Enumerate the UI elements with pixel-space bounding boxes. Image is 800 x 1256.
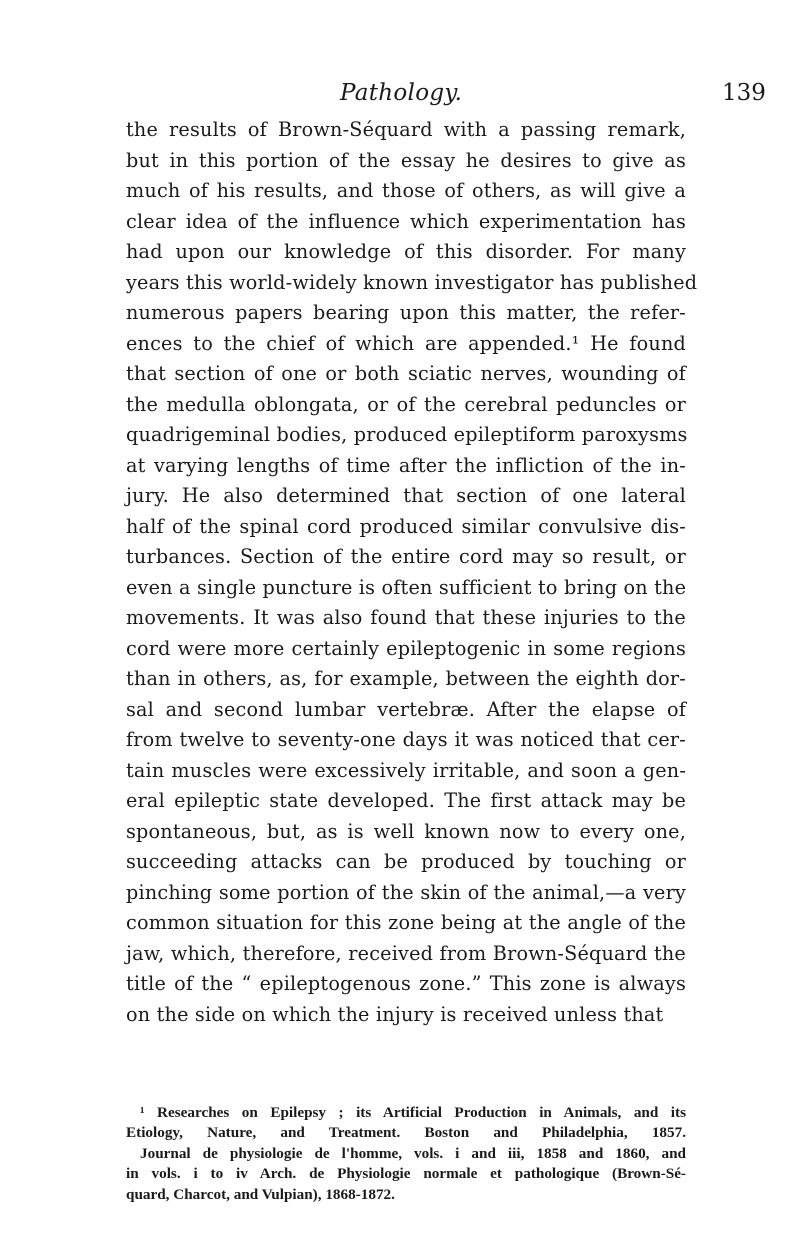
body-line: but in this portion of the essay he desires to give as	[126, 148, 686, 172]
footnote-line: in vols. i to iv Arch. de Physiologie normale et pathologique (Brown-Sé-	[126, 1165, 686, 1183]
body-line: jury. He also determined that section of one lateral	[126, 484, 686, 507]
footnote-line: ¹ Researches on Epilepsy ; its Artificial Production in Animals, and its	[140, 1104, 686, 1121]
body-line: sal and second lumbar vertebræ. After the elapse of	[126, 697, 686, 721]
body-line: tain muscles were excessively irritable, and soon a gen-	[126, 758, 686, 782]
body-line: on the side on which the injury is received unless that	[126, 1002, 664, 1026]
footnote-line: Etiology, Nature, and Treatment. Boston and Philadelphia, 1857.	[126, 1124, 686, 1142]
body-line: cord were more certainly epileptogenic in some regions	[126, 636, 686, 660]
body-line: common situation for this zone being at the angle of the	[126, 911, 686, 934]
body-line: clear idea of the influence which experimentation has	[126, 209, 686, 233]
body-line: ences to the chief of which are appended.¹ He found	[126, 331, 686, 355]
body-line: pinching some portion of the skin of the animal,—a very	[126, 880, 686, 904]
page-number: 139	[722, 80, 766, 106]
page-header	[0, 80, 800, 110]
footnotes	[126, 1103, 686, 1205]
body-line: much of his results, and those of others, as will give a	[126, 179, 686, 202]
body-line: turbances. Section of the entire cord may so result, or	[126, 545, 686, 568]
body-line: years this world-widely known investigator has published	[126, 270, 698, 294]
body-line: than in others, as, for example, between the eighth dor-	[126, 667, 686, 690]
body-line: half of the spinal cord produced similar convulsive dis-	[126, 514, 686, 538]
body-line: spontaneous, but, as is well known now to every one,	[126, 819, 686, 843]
body-line: even a single puncture is often sufficient to bring on the	[126, 575, 687, 599]
body-line: quadrigeminal bodies, produced epileptiform paroxysms	[126, 423, 688, 446]
body-line: succeeding attacks can be produced by touching or	[126, 850, 686, 873]
body-line: from twelve to seventy-one days it was noticed that cer-	[126, 728, 686, 751]
footnote-line: Journal de physiologie de l'homme, vols. i and iii, 1858 and 1860, and	[140, 1144, 686, 1162]
body-line: at varying lengths of time after the infliction of the in-	[126, 453, 686, 477]
body-line: the medulla oblongata, or of the cerebral peduncles or	[126, 392, 686, 416]
body-line: that section of one or both sciatic nerves, wounding of	[126, 362, 686, 385]
body-line: numerous papers bearing upon this matter, the refer-	[126, 301, 686, 324]
body-line: title of the “ epileptogenous zone.” This zone is always	[126, 972, 686, 995]
body-line: had upon our knowledge of this disorder. For many	[126, 240, 686, 263]
body-line: jaw, which, therefore, received from Brown-Séquard the	[126, 941, 686, 965]
running-head: Pathology.	[340, 80, 463, 106]
body-text	[126, 115, 698, 1030]
body-line: the results of Brown-Séquard with a passing remark,	[126, 118, 686, 141]
body-line: eral epileptic state developed. The first attack may be	[126, 789, 686, 812]
footnote-line: quard, Charcot, and Vulpian), 1868-1872.	[126, 1185, 395, 1203]
body-line: movements. It was also found that these injuries to the	[126, 606, 686, 629]
